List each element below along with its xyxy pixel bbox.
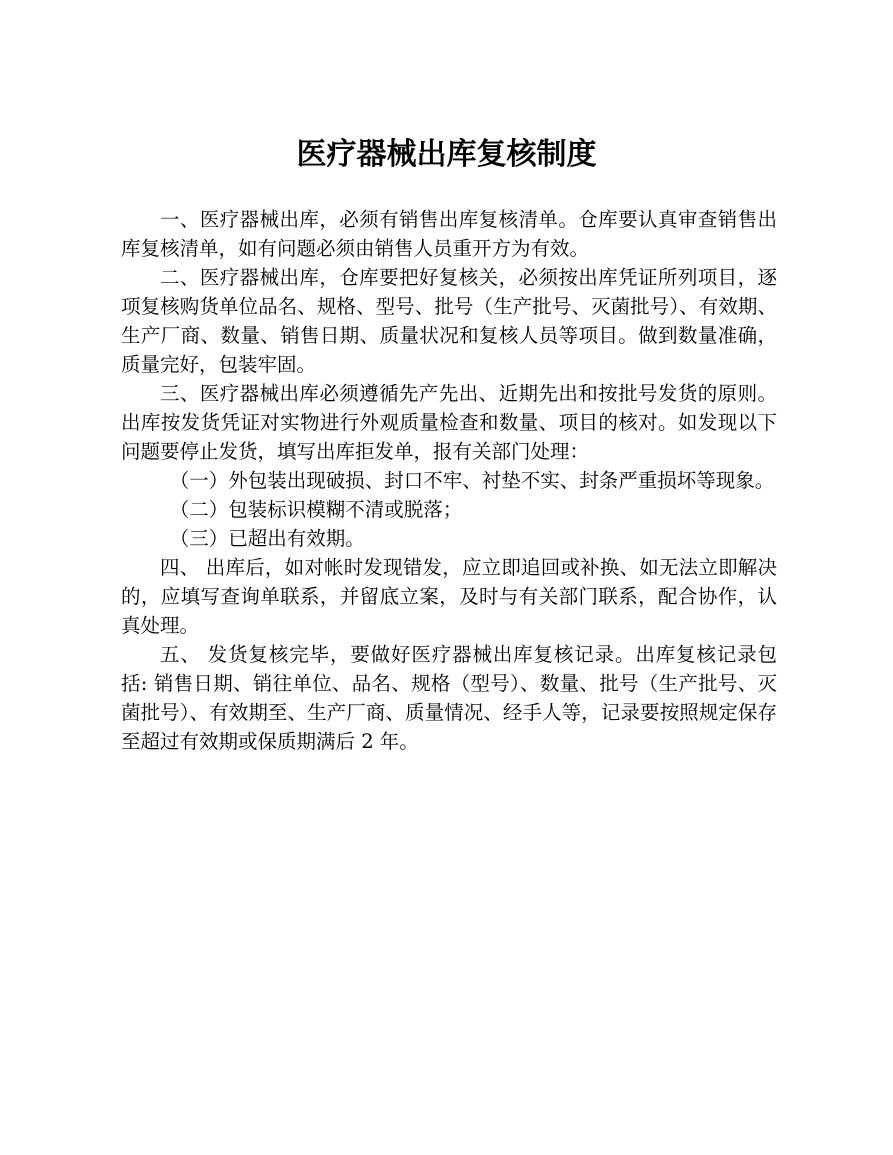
- paragraph-2: 二、医疗器械出库，仓库要把好复核关，必须按出库凭证所列项目，逐项复核购货单位品名、规格、型号、批号（生产批号、灭菌批号）、有效期、生产厂商、数量、销售日期、质量状况和复核人员等项目。做到数量准确，质量完好，包装牢固。: [121, 266, 777, 376]
- paragraph-4: 四、 出库后，如对帐时发现错发，应立即追回或补换、如无法立即解决的，应填写查询单联系，并留底立案，及时与有关部门联系，配合协作，认真处理。: [121, 556, 777, 637]
- sub-item-1: （一）外包装出现破损、封口不牢、衬垫不实、封条严重损坏等现象。: [169, 469, 775, 492]
- paragraph-1: 一、医疗器械出库，必须有销售出库复核清单。仓库要认真审查销售出库复核清单，如有问题必须由销售人员重开方为有效。: [121, 208, 777, 260]
- document-title: 医疗器械出库复核制度: [296, 137, 597, 172]
- sub-item-3: （三）已超出有效期。: [169, 527, 365, 550]
- sub-item-2: （二）包装标识模糊不清或脱落；: [169, 498, 463, 521]
- document-body: [121, 205, 777, 756]
- paragraph-3: 三、医疗器械出库必须遵循先产先出、近期先出和按批号发货的原则。出库按发货凭证对实物进行外观质量检查和数量、项目的核对。如发现以下问题要停止发货，填写出库拒发单，报有关部门处理：: [121, 382, 777, 463]
- paragraph-5: 五、 发货复核完毕，要做好医疗器械出库复核记录。出库复核记录包括: 销售日期、销往单位、品名、规格（型号）、数量、批号（生产批号、灭菌批号）、有效期至、生产厂商、质量情况、经手人等，记录要按照规定保存至超过有效期或保质期满后 2 年。: [121, 643, 777, 753]
